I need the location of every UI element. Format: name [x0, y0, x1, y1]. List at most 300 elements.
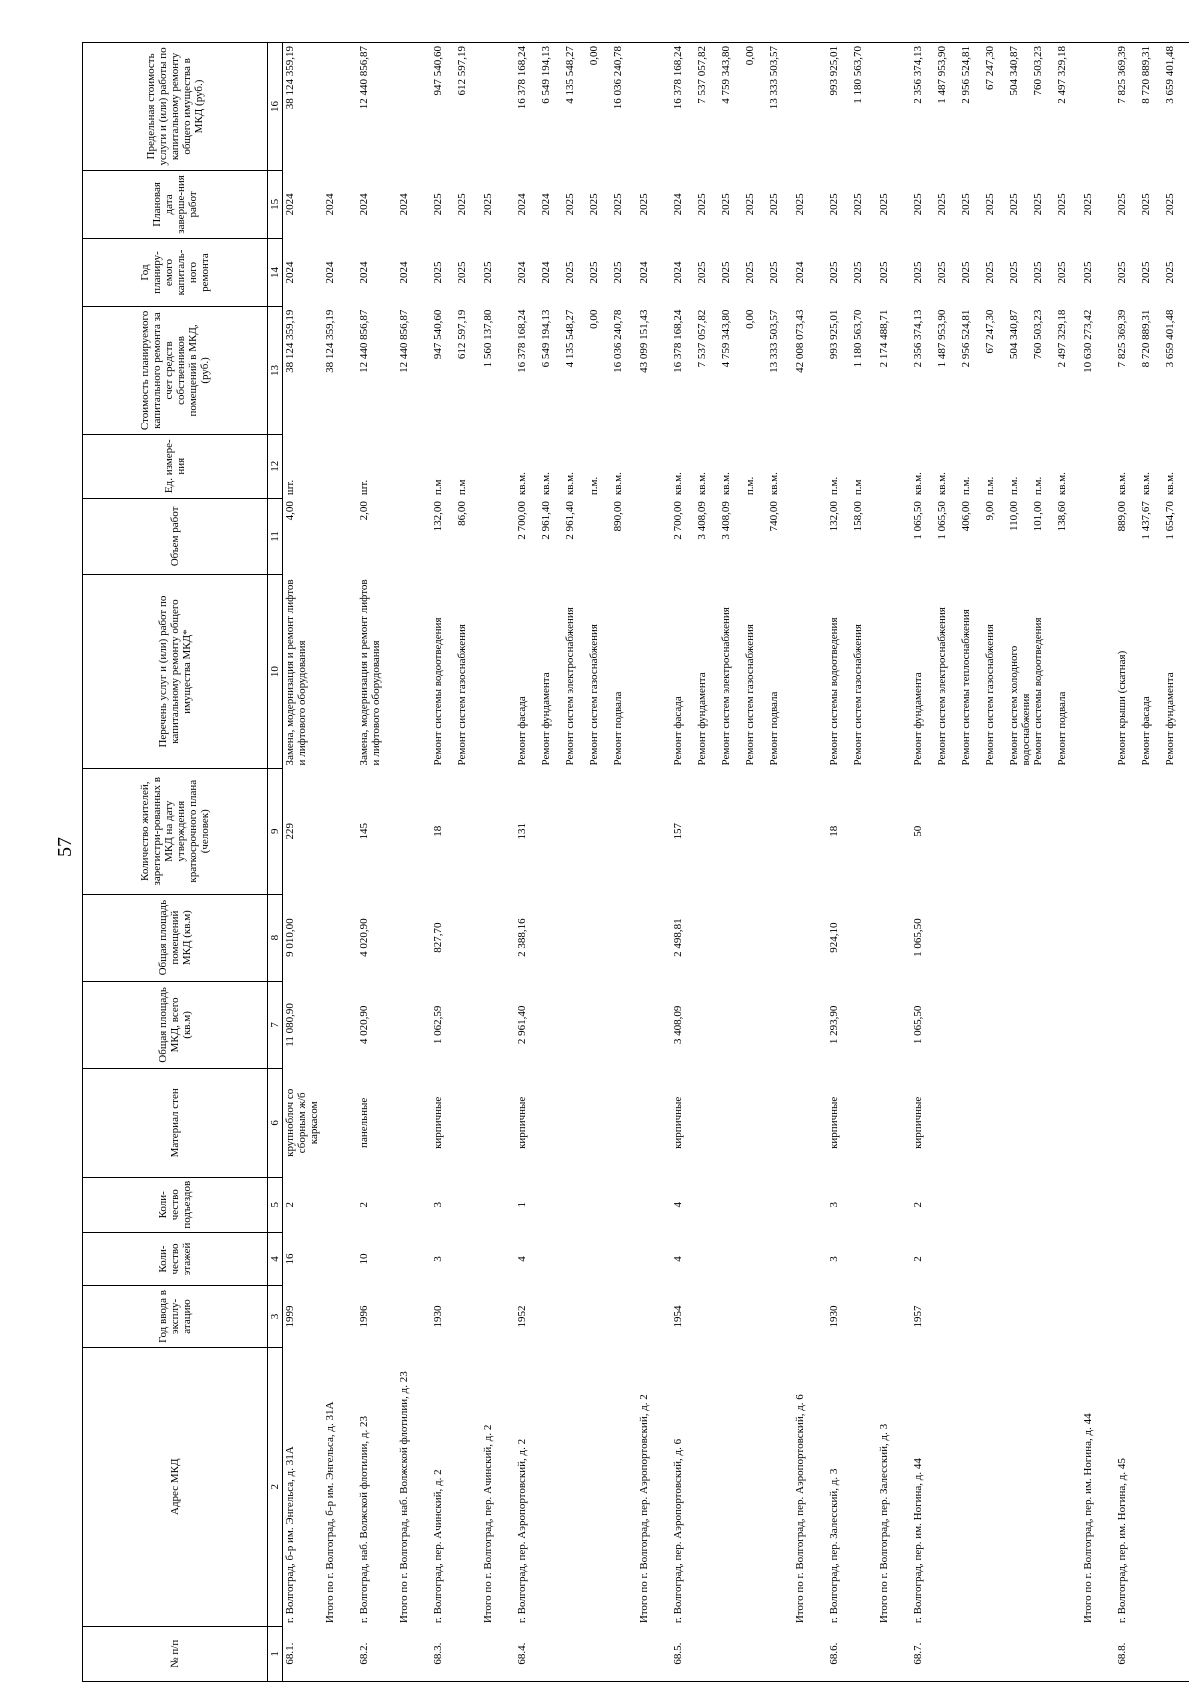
table-cell — [637, 238, 671, 306]
table-cell — [481, 307, 515, 435]
cell-line: кв.м. — [911, 472, 924, 496]
table-cell — [793, 981, 827, 1068]
column-number: 5 — [268, 1177, 283, 1232]
table-cell: 2 — [911, 1202, 924, 1208]
table-cell — [1115, 768, 1189, 894]
cell-line: 2025 — [851, 193, 864, 216]
table-cell: 229 — [283, 768, 323, 894]
table-cell — [1115, 894, 1189, 981]
table-cell — [827, 170, 877, 238]
cell-line: 9,00 — [983, 501, 996, 521]
cell-line: Ремонт системы водоотведения — [1031, 617, 1044, 766]
cell-line: 2025 — [743, 193, 756, 216]
column-number-row — [268, 43, 283, 1682]
cell-line: Ремонт систем холодного водоснабжения — [1007, 645, 1032, 766]
table-cell — [283, 307, 323, 435]
table-cell — [793, 238, 827, 306]
table-cell: 1 — [515, 1202, 528, 1208]
table-cell: 50 — [911, 825, 924, 837]
cell-line: 4,00 — [284, 501, 296, 521]
table-cell — [1115, 170, 1189, 238]
cell-line: 2025 — [1081, 261, 1094, 284]
table-cell — [323, 498, 357, 575]
cell-line: 7 537 057,82 — [695, 46, 708, 104]
table-cell: г. Волгоград, пер. Залесский, д. 3 — [827, 1468, 840, 1624]
table-cell — [357, 434, 397, 498]
cell-line: Замена, модернизация и ремонт лифтов и лифтового оборудования — [284, 579, 308, 766]
cell-line: 6 549 194,13 — [539, 46, 552, 104]
table-cell — [877, 575, 911, 769]
cell-line: 2025 — [935, 261, 948, 284]
table-cell — [1081, 981, 1115, 1068]
cell-line: 42 008 073,43 — [793, 309, 806, 373]
cell-line: 2024 — [357, 261, 370, 284]
cell-line: п.м — [851, 479, 864, 496]
cell-line: 2025 — [695, 261, 708, 284]
cell-line: Ремонт системы водоотведения — [827, 617, 840, 766]
cell-line: п.м. — [983, 476, 996, 496]
cell-line: 2025 — [719, 193, 732, 216]
cell-line: 67 247,30 — [983, 309, 996, 354]
table-cell: Итого по г. Волгоград, пер. Аэропортовский, д. 2 — [637, 1394, 650, 1624]
header-cell: Стоимость планируемого капитального ремонта за счет средств собственников помещений в МКД, (руб.) — [83, 307, 268, 435]
cell-line: 2025 — [1163, 193, 1176, 216]
cell-line: 7 825 369,39 — [1115, 309, 1128, 368]
table-cell — [637, 498, 671, 575]
cell-line: п.м. — [1031, 476, 1044, 496]
table-cell — [877, 768, 911, 894]
table-cell: 3 — [827, 1202, 840, 1208]
header-cell: Перечень услуг и (или) работ по капитальному ремонту общего имущества МКД* — [83, 575, 268, 769]
table-cell — [877, 981, 911, 1068]
cell-line: 2025 — [455, 193, 468, 216]
header-cell: Адрес МКД — [83, 1347, 268, 1626]
cell-line: 2025 — [637, 193, 650, 216]
table-cell — [1081, 1232, 1115, 1285]
table-cell — [481, 1286, 515, 1348]
table-cell — [1081, 1286, 1115, 1348]
table-cell — [877, 307, 911, 435]
table-cell — [671, 170, 793, 238]
table-cell — [481, 434, 515, 498]
table-cell — [431, 238, 481, 306]
column-number: 13 — [268, 307, 283, 435]
table-cell — [323, 1177, 357, 1232]
table-cell — [323, 434, 357, 498]
table-cell — [323, 1626, 357, 1681]
cell-line: 993 925,01 — [827, 46, 840, 96]
table-cell — [827, 43, 877, 171]
table-cell: Итого по г. Волгоград, пер. Аэропортовский, д. 6 — [793, 1394, 806, 1624]
header-cell: Коли-чество этажей — [83, 1232, 268, 1285]
table-cell — [877, 1626, 911, 1681]
table-cell — [637, 170, 671, 238]
table-cell: г. Волгоград, пер. Аэропортовский, д. 2 — [515, 1438, 528, 1624]
cell-line: п.м. — [1007, 476, 1020, 496]
table-cell — [911, 43, 1081, 171]
cell-line: 2025 — [1081, 193, 1094, 216]
header-row — [83, 43, 268, 1682]
cell-line — [744, 501, 768, 572]
table-cell — [481, 1232, 515, 1285]
column-number: 15 — [268, 170, 283, 238]
table-cell — [481, 981, 515, 1068]
cell-line: 2025 — [695, 193, 708, 216]
cell-line: Ремонт систем газоснабжения — [743, 624, 756, 766]
table-cell — [515, 170, 637, 238]
table-cell — [637, 1286, 671, 1348]
table-cell — [793, 1626, 827, 1681]
table-cell: 68.2. — [357, 1626, 397, 1681]
table-cell — [827, 238, 877, 306]
table-cell: 2 — [357, 1202, 370, 1208]
table-cell: 827,70 — [431, 922, 444, 953]
table-row — [397, 43, 431, 1682]
cell-line: 12 440 856,87 — [397, 309, 410, 373]
table-cell: 68.8. — [1115, 1626, 1189, 1681]
cell-line: 504 340,87 — [1007, 309, 1020, 360]
cell-line: 4 759 343,80 — [719, 309, 732, 368]
table-cell — [1081, 1069, 1115, 1178]
cell-line: 8 720 889,31 — [1139, 46, 1152, 104]
table-cell — [911, 434, 1081, 498]
cell-line: 2024 — [671, 193, 684, 216]
cell-line: 2 174 488,71 — [877, 309, 890, 368]
table-row — [283, 43, 323, 1682]
cell-line: 0,00 — [587, 309, 600, 329]
table-cell — [1115, 1286, 1189, 1348]
cell-line: 0,00 — [743, 46, 756, 66]
table-cell: 3 408,09 — [671, 1005, 684, 1045]
cell-line: 2025 — [587, 261, 600, 284]
cell-line: 16 378 168,24 — [515, 309, 528, 373]
table-cell — [323, 307, 357, 435]
cell-line: 889,00 — [1115, 501, 1128, 532]
table-cell — [1115, 575, 1189, 769]
cell-line: 2025 — [911, 261, 924, 284]
cell-line: 2025 — [563, 193, 576, 216]
table-cell — [671, 434, 793, 498]
header-cell: Коли-чество подъездов — [83, 1177, 268, 1232]
cell-line: 38 124 359,19 — [323, 309, 336, 373]
table-cell — [481, 894, 515, 981]
cell-line: 2025 — [1139, 193, 1152, 216]
cell-line: 7 537 057,82 — [695, 309, 708, 368]
table-cell: 4 — [671, 1256, 684, 1262]
cell-line: 2025 — [827, 193, 840, 216]
table-cell: 131 — [515, 822, 528, 840]
table-cell: 1954 — [671, 1305, 684, 1328]
cell-line: Ремонт подвала — [611, 691, 624, 766]
cell-line: Ремонт систем газоснабжения — [983, 624, 996, 766]
cell-line: 2025 — [1055, 193, 1068, 216]
cell-line: 2024 — [793, 261, 806, 284]
table-cell — [431, 498, 481, 575]
cell-line: 2025 — [983, 193, 996, 216]
cell-line: 2025 — [877, 193, 890, 216]
table-cell: Итого по г. Волгоград, пер. им. Ногина, д. 44 — [1081, 1413, 1094, 1624]
cell-line: 2 956 524,81 — [959, 309, 972, 368]
cell-line: 16 378 168,24 — [671, 46, 684, 110]
cell-line: 3 408,09 — [719, 501, 732, 540]
table-cell — [357, 43, 397, 171]
cell-line: 2024 — [397, 193, 410, 216]
cell-line: 4 759 343,80 — [719, 46, 732, 104]
table-cell — [357, 238, 397, 306]
column-number: 2 — [268, 1347, 283, 1626]
column-number: 10 — [268, 575, 283, 769]
cell-line: кв.м. — [1055, 472, 1068, 496]
cell-line: 2025 — [455, 261, 468, 284]
table-cell — [877, 1232, 911, 1285]
table-cell — [1115, 1069, 1189, 1178]
table-cell — [1081, 1177, 1115, 1232]
cell-line: 2024 — [671, 261, 684, 284]
table-cell — [397, 43, 431, 171]
table-cell — [481, 43, 515, 171]
table-cell — [793, 498, 827, 575]
cell-line: 2025 — [431, 193, 444, 216]
table-cell: 9 010,00 — [283, 894, 323, 981]
table-row — [1115, 43, 1189, 1682]
cell-line: кв.м. — [1139, 472, 1152, 496]
cell-line: 101,00 — [1031, 501, 1044, 532]
header-cell: Материал стен — [83, 1069, 268, 1178]
cell-line: 38 124 359,19 — [284, 309, 296, 373]
table-cell: 1952 — [515, 1305, 528, 1328]
table-cell: Итого по г. Волгоград, пер. Ачинский, д. 2 — [481, 1424, 494, 1624]
cell-line: п.м. — [743, 476, 756, 496]
cell-line: 1 065,50 — [935, 501, 948, 540]
table-cell — [877, 434, 911, 498]
table-cell — [637, 43, 671, 171]
table-cell: Итого по г. Волгоград, б-р им. Энгельса, д. 31А — [323, 1401, 336, 1624]
table-cell — [637, 575, 671, 769]
table-cell — [1115, 1232, 1189, 1285]
table-row — [323, 43, 357, 1682]
cell-line: Ремонт подвала — [1055, 691, 1068, 766]
table-cell — [877, 43, 911, 171]
cell-line: 2 700,00 — [671, 501, 684, 540]
table-cell — [283, 238, 323, 306]
cell-line: 2024 — [397, 261, 410, 284]
cell-line: Ремонт фасада — [1139, 696, 1152, 766]
table-cell — [481, 170, 515, 238]
table-cell: крупноблоч со сборным ж/б каркасом — [283, 1069, 323, 1178]
table-cell — [397, 238, 431, 306]
cell-line: 2025 — [793, 193, 806, 216]
table-cell — [397, 1626, 431, 1681]
table-cell — [1115, 981, 1189, 1068]
table-cell: 68.7. — [911, 1626, 1081, 1681]
table-cell: 11 080,90 — [283, 981, 323, 1068]
table-cell — [877, 170, 911, 238]
table-cell — [481, 1069, 515, 1178]
cell-line: 2 961,40 — [563, 501, 576, 540]
cell-line: 8 720 889,31 — [1139, 309, 1152, 368]
rotated-table-wrapper — [82, 42, 1190, 1682]
header-cell: Общая площадь помещений МКД (кв.м) — [83, 894, 268, 981]
table-cell — [1081, 43, 1115, 171]
table-cell: 157 — [671, 822, 684, 840]
table-cell — [323, 768, 357, 894]
table-row — [671, 43, 793, 1682]
cell-line: 406,00 — [959, 501, 972, 532]
cell-line: 760 503,23 — [1031, 309, 1044, 360]
table-cell — [1115, 238, 1189, 306]
table-row — [911, 43, 1081, 1682]
cell-line: Ремонт систем газоснабжения — [587, 624, 600, 766]
table-cell — [323, 575, 357, 769]
cell-line: 2024 — [539, 261, 552, 284]
table-cell: 68.6. — [827, 1626, 877, 1681]
cell-line: Ремонт фасада — [671, 696, 684, 766]
table-cell — [671, 575, 793, 769]
table-cell — [515, 498, 637, 575]
cell-line: Ремонт систем газоснабжения — [455, 624, 468, 766]
table-cell — [323, 1069, 357, 1178]
cell-line: 2024 — [284, 261, 296, 284]
table-cell: 145 — [357, 822, 370, 840]
cell-line: 504 340,87 — [1007, 46, 1020, 96]
table-cell — [637, 1069, 671, 1178]
column-number: 7 — [268, 981, 283, 1068]
table-cell — [793, 170, 827, 238]
cell-line: 2,00 — [357, 501, 370, 521]
table-cell — [397, 170, 431, 238]
table-cell: 18 — [431, 825, 444, 837]
table-cell — [793, 434, 827, 498]
column-number: 12 — [268, 434, 283, 498]
cell-line: 3 659 401,48 — [1163, 46, 1176, 104]
table-cell — [877, 1177, 911, 1232]
table-cell — [283, 498, 323, 575]
cell-line: 890,00 — [611, 501, 624, 532]
table-cell: 2 961,40 — [515, 1005, 528, 1045]
table-cell — [911, 498, 1081, 575]
table-cell — [397, 1232, 431, 1285]
cell-line: 947 540,60 — [431, 46, 444, 96]
cell-line: кв.м. — [1115, 472, 1128, 496]
table-cell: 1 293,90 — [827, 1005, 840, 1045]
table-cell: 68.4. — [515, 1626, 637, 1681]
cell-line: Ремонт систем электроснабжения — [563, 607, 576, 766]
cell-line: 2 356 374,13 — [911, 46, 924, 104]
cell-line: кв.м. — [935, 472, 948, 496]
table-cell — [323, 894, 357, 981]
cell-line: 12 440 856,87 — [357, 46, 370, 110]
table-cell — [793, 307, 827, 435]
cell-line: 2 497 329,18 — [1055, 309, 1068, 368]
header-cell: Ед. измере-ния — [83, 434, 268, 498]
table-cell — [827, 434, 877, 498]
cell-line: 2024 — [357, 193, 370, 216]
cell-line: кв.м. — [671, 472, 684, 496]
cell-line: 6 549 194,13 — [539, 309, 552, 368]
cell-line: 2025 — [877, 261, 890, 284]
table-cell: г. Волгоград, пер. Аэропортовский, д. 6 — [671, 1438, 684, 1624]
cell-line: Ремонт крыши (скатная) — [1115, 650, 1128, 766]
table-cell — [323, 1232, 357, 1285]
header-cell: № п/п — [83, 1626, 268, 1681]
cell-line: 2025 — [767, 261, 780, 284]
table-cell — [431, 575, 481, 769]
cell-line: шт. — [357, 479, 370, 496]
table-row — [431, 43, 481, 1682]
table-cell: 1 065,50 — [911, 1005, 924, 1045]
cell-line: 740,00 — [767, 501, 780, 532]
table-cell: г. Волгоград, пер. Ачинский, д. 2 — [431, 1469, 444, 1624]
table-cell: 1999 — [283, 1286, 323, 1348]
table-cell: 68.3. — [431, 1626, 481, 1681]
table-cell — [323, 170, 357, 238]
header-cell: Год ввода в эксплу-атацию — [83, 1286, 268, 1348]
cell-line: кв.м. — [563, 472, 576, 496]
table-cell — [1081, 894, 1115, 981]
table-cell — [397, 434, 431, 498]
cell-line: 38 124 359,19 — [284, 46, 296, 110]
cell-line: 2024 — [637, 261, 650, 284]
table-cell — [1081, 498, 1115, 575]
cell-line: 2025 — [1115, 261, 1128, 284]
table-cell — [515, 43, 637, 171]
table-cell: 3 — [431, 1202, 444, 1208]
table-row — [793, 43, 827, 1682]
table-cell: кирпичные — [431, 1096, 444, 1149]
header-cell: Плановая дата заверше-ния работ — [83, 170, 268, 238]
cell-line: 2025 — [1007, 193, 1020, 216]
column-number: 9 — [268, 768, 283, 894]
cell-line: кв.м. — [611, 472, 624, 496]
table-cell: 1996 — [357, 1305, 370, 1328]
cell-line: 13 333 503,57 — [767, 46, 780, 110]
table-cell: 18 — [827, 825, 840, 837]
cell-line: Ремонт фундамента — [695, 672, 708, 766]
cell-line: 1 180 563,70 — [851, 46, 864, 104]
table-cell — [1081, 434, 1115, 498]
cell-line: кв.м. — [719, 472, 732, 496]
cell-line: 12 440 856,87 — [357, 309, 370, 373]
table-cell — [671, 43, 793, 171]
cell-line: 612 597,19 — [455, 46, 468, 96]
cell-line: 1 437,67 — [1139, 501, 1152, 540]
table-row — [515, 43, 637, 1682]
table-cell: кирпичные — [911, 1096, 924, 1149]
cell-line: 2025 — [911, 193, 924, 216]
cell-line: 2024 — [539, 193, 552, 216]
cell-line: 2 356 374,13 — [911, 309, 924, 368]
table-cell: 1930 — [431, 1305, 444, 1328]
page-number: 57 — [54, 837, 76, 857]
table-cell — [481, 768, 515, 894]
table-cell — [323, 43, 357, 171]
table-cell — [877, 238, 911, 306]
header-cell: Количество жителей, зарегистри-рованных в МКД на дату утверждения краткосрочного плана (человек) — [83, 768, 268, 894]
table-cell — [827, 498, 877, 575]
table-cell — [911, 575, 1081, 769]
cell-line: Ремонт фундамента — [911, 672, 924, 766]
cell-line: 158,00 — [851, 501, 864, 532]
cell-line: кв.м. — [1163, 472, 1176, 496]
cell-line: 2025 — [719, 261, 732, 284]
header-cell: Год планиру-емого капиталь-ного ремонта — [83, 238, 268, 306]
table-cell — [637, 434, 671, 498]
table-cell — [431, 43, 481, 171]
cell-line: 2025 — [827, 261, 840, 284]
table-cell — [481, 575, 515, 769]
table-cell: 924,10 — [827, 922, 840, 953]
table-cell — [515, 238, 637, 306]
